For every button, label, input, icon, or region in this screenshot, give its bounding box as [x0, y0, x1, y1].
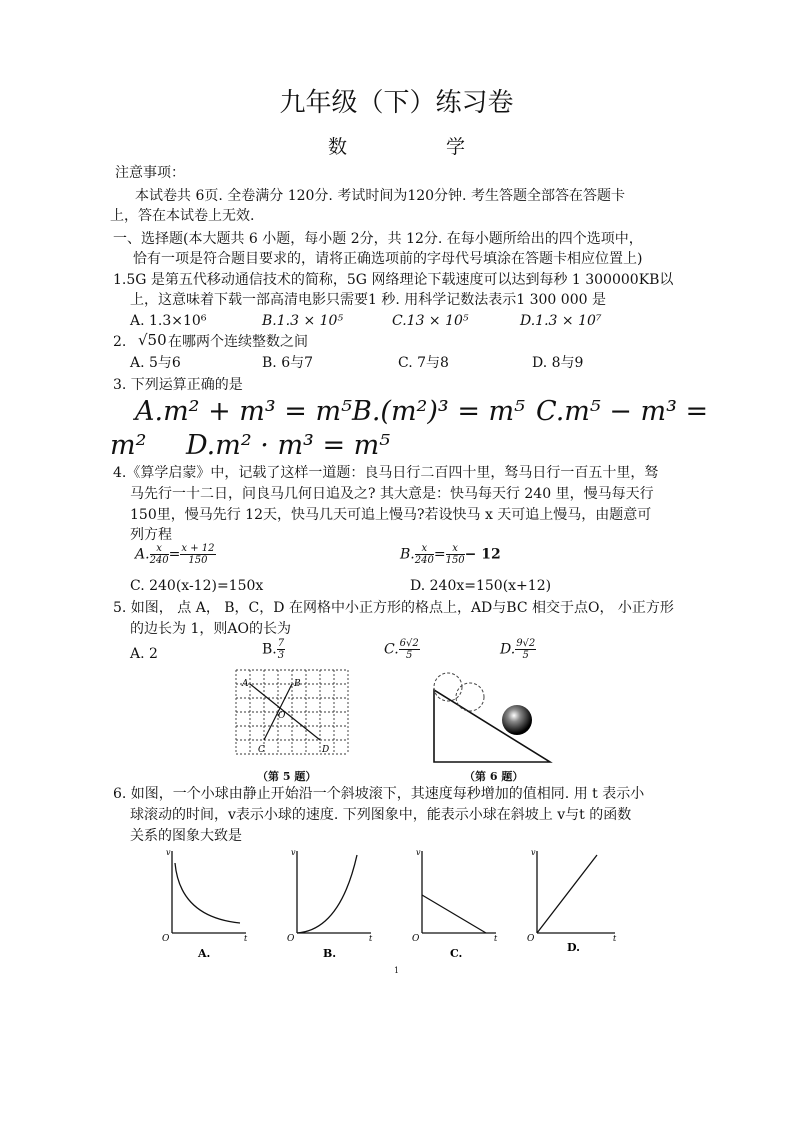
q4-line-1: 4.《算学启蒙》中，记载了这样一道题：良马日行二百四十里，驽马日行一百五十里，驽 [113, 465, 659, 481]
svg-text:v: v [291, 848, 296, 857]
svg-text:D.: D. [567, 941, 580, 954]
q6-figure-caption: （第 6 题） [464, 770, 524, 783]
q6-graph-c [410, 845, 500, 960]
q2-radical: √50 [138, 331, 167, 349]
q5-figure-caption: （第 5 题） [257, 770, 317, 783]
q3-text: 3. 下列运算正确的是 [113, 377, 243, 393]
q1-option-b: B.1.3 × 10⁵ [262, 313, 344, 329]
q1-option-a: A. 1.3×10⁶ [130, 313, 207, 329]
q6-graph-a [160, 845, 250, 960]
q2-option-d: D. 8与9 [532, 355, 584, 371]
svg-text:t: t [613, 934, 617, 943]
page-number: 1 [394, 966, 400, 975]
q2-option-c: C. 7与8 [398, 355, 449, 371]
point-label-a: A [242, 679, 249, 689]
svg-text:t: t [369, 934, 373, 943]
q6-line-2: 球滚动的时间，v表示小球的速度. 下列图象中，能表示小球在斜坡上 v与t 的函数 [130, 807, 632, 823]
q6-line-1: 6. 如图，一个小球由静止开始沿一个斜坡滚下，其速度每秒增加的值相同. 用 t 表示小 [113, 786, 645, 802]
svg-text:B.: B. [323, 947, 337, 960]
q1-option-d: D.1.3 × 10⁷ [520, 313, 602, 329]
q6-slope-figure [430, 670, 555, 765]
q1-line-1: 1.5G 是第五代移动通信技术的简称，5G 网络理论下载速度可以达到每秒 1 300000KB以 [113, 272, 674, 288]
q6-graph-b [285, 845, 375, 960]
q4-option-c: C. 240(x-12)=150x [130, 578, 264, 594]
q2-option-a: A. 5与6 [130, 355, 181, 371]
q4-option-d: D. 240x=150(x+12) [410, 578, 552, 594]
svg-text:O: O [527, 934, 535, 944]
notice-heading: 注意事项： [115, 165, 185, 181]
q2-text: 在哪两个连续整数之间 [168, 334, 308, 350]
q5-option-c: C. $\frac{6√2}{5}$ [384, 638, 419, 661]
q5-grid-figure [234, 668, 354, 768]
point-label-o: O [278, 711, 286, 721]
svg-text:t: t [494, 934, 498, 943]
page-title: 九年级（下）练习卷 [279, 88, 514, 118]
point-label-b: B [294, 679, 301, 689]
point-label-d: D [322, 745, 330, 755]
point-label-c: C [258, 745, 265, 755]
svg-text:v: v [416, 848, 421, 857]
q4-line-2: 马先行一十二日，问良马几何日追及之? 其大意是：快马每天行 240 里，慢马每天行 [130, 486, 654, 502]
q3-option-d: D.m² · m³ = m⁵ [186, 430, 391, 461]
svg-text:C.: C. [450, 947, 463, 960]
q4-line-3: 150里，慢马先行 12天，快马几天可追上慢马?若设快马 x 天可追上慢马，由题意可 [130, 507, 652, 523]
q1-line-2: 上，这意味着下载一部高清电影只需要1 秒. 用科学记数法表示1 300 000 是 [130, 292, 606, 308]
section-heading-2: 恰有一项是符合题目要求的，请将正确选项前的字母代号填涂在答题卡相应位置上) [133, 251, 643, 267]
page-subtitle: 数 学 [327, 136, 505, 158]
q6-line-3: 关系的图象大致是 [130, 828, 242, 844]
svg-text:v: v [531, 848, 536, 857]
q5-option-b: B. $\frac{7}{3}$ [262, 638, 285, 661]
svg-text:O: O [162, 934, 170, 944]
ball-icon [502, 705, 532, 735]
svg-text:O: O [287, 934, 295, 944]
q5-line-2: 的边长为 1，则AO的长为 [130, 621, 291, 637]
svg-text:O: O [412, 934, 420, 944]
q3-option-c: C.m⁵ − m³ = [536, 396, 709, 427]
q6-graph-d [525, 845, 620, 960]
q2-option-b: B. 6与7 [262, 355, 314, 371]
svg-text:v: v [166, 848, 171, 857]
q3-option-c-cont: m² [110, 430, 147, 461]
section-heading-1: 一、选择题(本大题共 6 小题，每小题 2分，共 12分. 在每小题所给出的四个选项中， [113, 231, 643, 247]
q1-option-c: C.13 × 10⁵ [392, 313, 469, 329]
notice-line-2: 上，答在本试卷上无效. [110, 208, 255, 224]
q5-option-d: D. $\frac{9√2}{5}$ [500, 638, 536, 661]
q3-option-a: A.m² + m³ = m⁵ [135, 396, 352, 427]
q4-option-a: A. $\frac{x}{240}$ = $\frac{x + 12}{150}$ [135, 543, 215, 566]
svg-text:A.: A. [198, 947, 211, 960]
svg-text:t: t [244, 934, 248, 943]
q5-option-a: A. 2 [130, 646, 158, 662]
notice-line-1: 本试卷共 6页. 全卷满分 120分. 考试时间为120分钟. 考生答题全部答在答题卡 [135, 188, 625, 204]
q4-line-4: 列方程 [130, 527, 172, 543]
q2-number: 2. [113, 334, 127, 350]
q5-line-1: 5. 如图， 点 A， B，C，D 在网格中小正方形的格点上，AD与BC 相交于点O， 小正方形 [113, 600, 674, 616]
q4-option-b: B. $\frac{x}{240}$ = $\frac{x}{150}$ − 12 [400, 543, 501, 566]
q3-option-b: B.(m²)³ = m⁵ [352, 396, 525, 427]
